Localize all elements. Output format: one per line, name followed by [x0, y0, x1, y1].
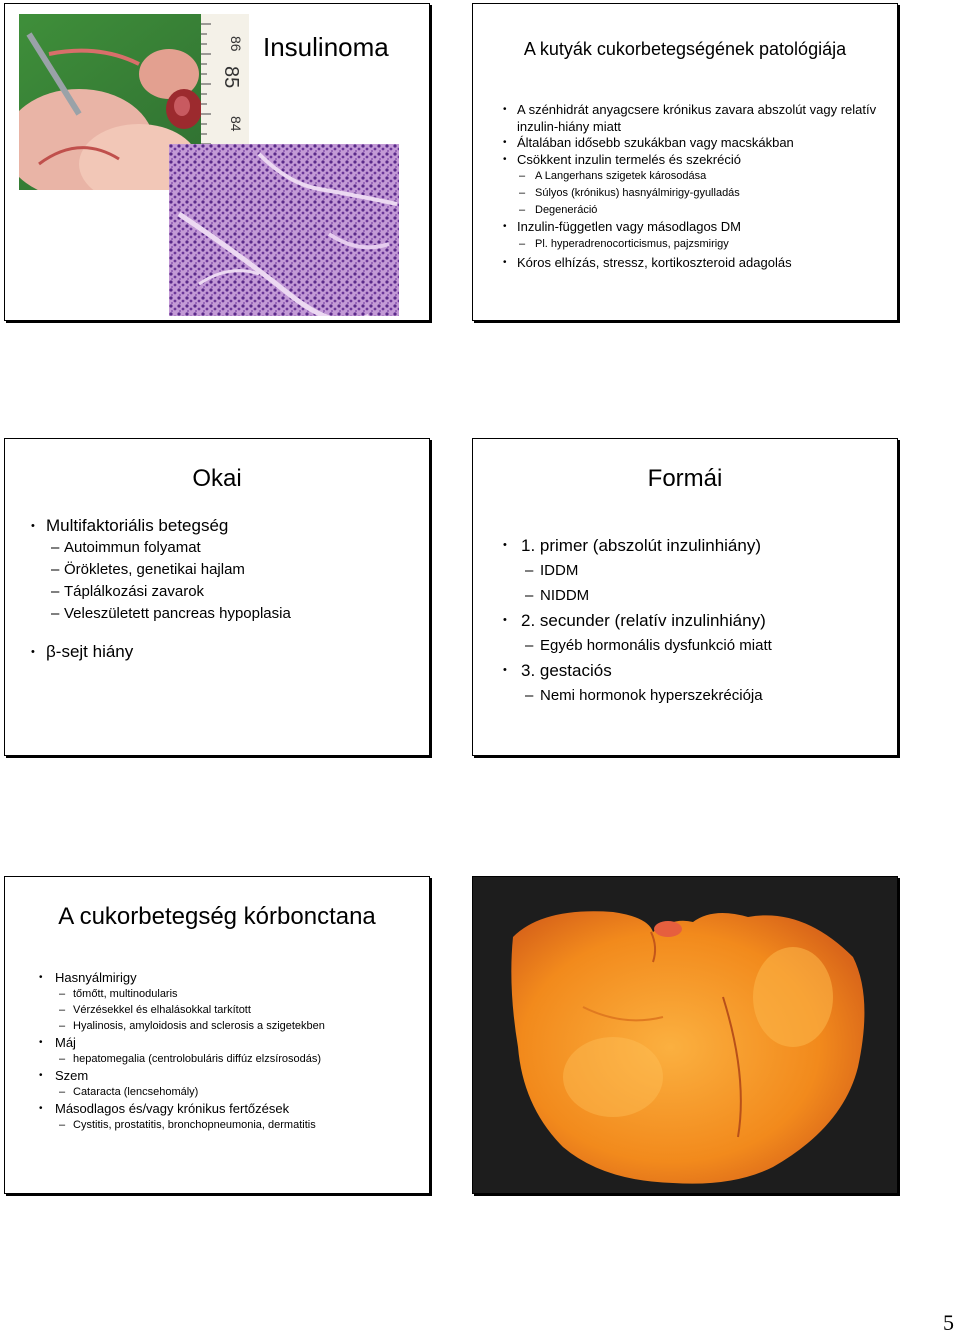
slide-title: A cukorbetegség kórbonctana	[58, 903, 376, 930]
slide-title: Insulinoma	[263, 32, 389, 62]
bullet-list	[503, 102, 887, 271]
list-subitem: – Hyalinosis, amyloidosis and sclerosis a szigetekben	[39, 1018, 325, 1034]
list-item: • Hasnyálmirigy	[39, 969, 325, 986]
slide-title: Formái	[647, 465, 723, 492]
list-subitem: – Veleszületett pancreas hypoplasia	[31, 603, 291, 625]
list-item: • Általában idősebb szukákban vagy macskákban	[503, 135, 887, 152]
list-subitem: – Nemi hormonok hyperszekréciója	[503, 683, 772, 708]
histology-micrograph	[169, 144, 399, 316]
list-subitem: – tőmőtt, multinodularis	[39, 986, 325, 1002]
list-subitem: – Egyéb hormonális dysfunkció miatt	[503, 633, 772, 658]
list-subitem: – hepatomegalia (centrolobuláris diffúz elzsírosodás)	[39, 1051, 325, 1067]
bullet-list	[503, 533, 772, 708]
slide-pathanatomy	[4, 876, 430, 1194]
list-subitem: – Cystitis, prostatitis, bronchopneumonia, dermatitis	[39, 1117, 325, 1133]
slide-insulinoma	[4, 3, 430, 321]
liver-photo-slide	[472, 876, 898, 1194]
slide-title: A kutyák cukorbetegségének patológiája	[523, 39, 847, 59]
list-item: • 3. gestaciós	[503, 658, 772, 683]
slide-forms	[472, 438, 898, 756]
list-subitem: – IDDM	[503, 558, 772, 583]
slide-pathology	[472, 3, 898, 321]
list-item: • β-sejt hiány	[31, 641, 291, 663]
list-item: • Szem	[39, 1067, 325, 1084]
list-item: • Inzulin-független vagy másodlagos DM	[503, 219, 887, 236]
slide-title: Okai	[192, 465, 242, 492]
list-item: • 2. secunder (relatív inzulinhiány)	[503, 608, 772, 633]
ruler-mark-86: 86	[228, 36, 244, 52]
list-subitem: – Pl. hyperadrenocorticismus, pajzsmirigy	[503, 236, 887, 253]
list-subitem: – Súlyos (krónikus) hasnyálmirigy-gyulladás	[503, 185, 887, 202]
page-number: 5	[943, 1310, 954, 1335]
list-item: • 1. primer (abszolút inzulinhiány)	[503, 533, 772, 558]
list-item: • Kóros elhízás, stressz, kortikoszteroid adagolás	[503, 255, 887, 272]
list-item: • Másodlagos és/vagy krónikus fertőzések	[39, 1100, 325, 1117]
ruler-mark-84: 84	[228, 116, 244, 132]
slide-causes	[4, 438, 430, 756]
list-item: • A szénhidrát anyagcsere krónikus zavara abszolút vagy relatív inzulin-hiány miatt	[503, 102, 887, 135]
list-subitem: – Vérzésekkel és elhalásokkal tarkított	[39, 1002, 325, 1018]
list-subitem: – Degeneráció	[503, 202, 887, 219]
fatty-liver-photo	[473, 877, 897, 1193]
list-item: • Máj	[39, 1034, 325, 1051]
bullet-list	[31, 515, 291, 663]
list-subitem: – Cataracta (lencsehomály)	[39, 1084, 325, 1100]
list-subitem: – Táplálkozási zavarok	[31, 581, 291, 603]
list-item: • Multifaktoriális betegség	[31, 515, 291, 537]
bullet-list	[39, 969, 325, 1133]
ruler-mark-85: 85	[220, 66, 242, 89]
list-subitem: – NIDDM	[503, 583, 772, 608]
list-item: • Csökkent inzulin termelés és szekréció	[503, 152, 887, 169]
list-subitem: – Örökletes, genetikai hajlam	[31, 559, 291, 581]
list-subitem: – A Langerhans szigetek károsodása	[503, 168, 887, 185]
list-subitem: – Autoimmun folyamat	[31, 537, 291, 559]
